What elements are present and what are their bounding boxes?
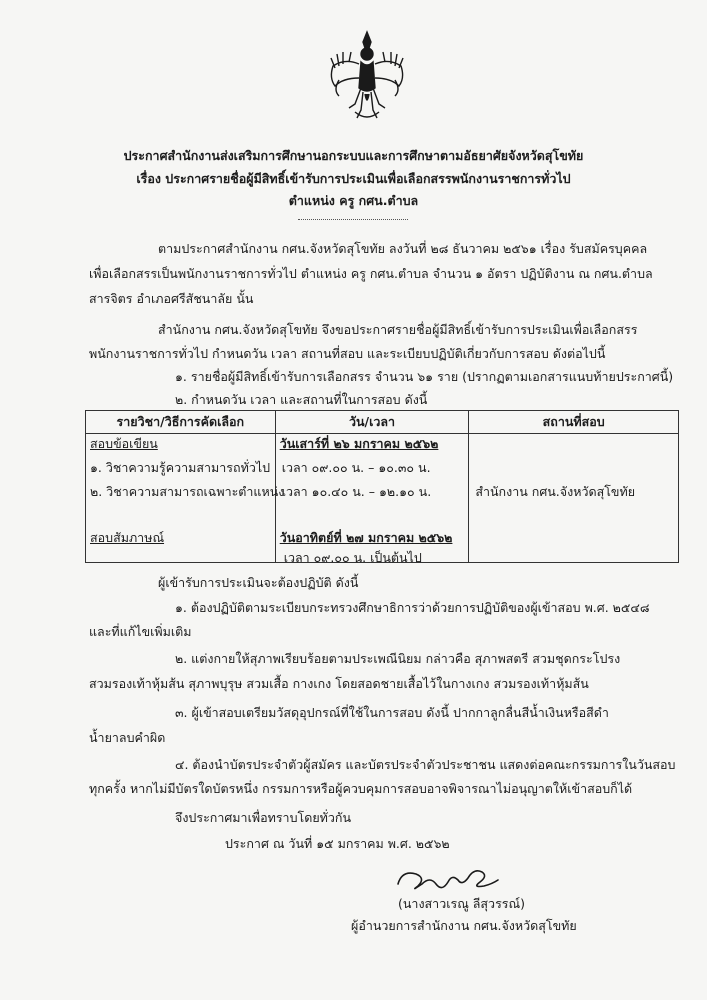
- column-header-datetime: วัน/เวลา: [275, 411, 469, 434]
- signer-name: (นางสาวเรณู ลีสุวรรณ์): [398, 896, 525, 911]
- item-2: ๒. กำหนดวัน เวลา และสถานที่ในการสอบ ดังนี้: [175, 392, 428, 407]
- announcement-position: ตำแหน่ง ครู กศน.ตำบล: [288, 193, 419, 208]
- subject-cell: [86, 434, 285, 563]
- exam-date-2: วันอาทิตย์ที่ ๒๗ มกราคม ๒๕๖๒: [279, 530, 453, 545]
- closing-statement: จึงประกาศมาเพื่อทราบโดยทั่วกัน: [175, 810, 352, 825]
- table-row: [86, 434, 679, 563]
- table-header-row: [86, 411, 679, 434]
- subject-general: ๑. วิชาความรู้ความสามารถทั่วไป: [90, 460, 271, 475]
- rule-1-line-2: และที่แก้ไขเพิ่มเติม: [89, 624, 192, 639]
- written-exam-label: สอบข้อเขียน: [90, 436, 158, 451]
- rules-intro: ผู้เข้ารับการประเมินจะต้องปฏิบัติ ดังนี้: [158, 575, 359, 590]
- rule-4-line-2: ทุกครั้ง หากไม่มีบัตรใดบัตรหนึ่ง กรรมการหรือผู้ควบคุมการสอบอาจพิจารณาไม่อนุญาตให้เข้าสอบก็ได้: [89, 781, 633, 796]
- exam-time-1: เวลา ๐๙.๐๐ น. – ๑๐.๓๐ น.: [281, 460, 431, 475]
- interview-label: สอบสัมภาษณ์: [90, 530, 165, 545]
- exam-time-2: เวลา ๑๐.๔๐ น. – ๑๒.๑๐ น.: [281, 484, 432, 499]
- paragraph-2-line-1: สำนักงาน กศน.จังหวัดสุโขทัย จึงขอประกาศรายชื่อผู้มีสิทธิ์เข้ารับการประเมินเพื่อเลือกสรร: [158, 322, 638, 337]
- paragraph-2-line-2: พนักงานราชการทั่วไป กำหนดวัน เวลา สถานที่สอบ และระเบียบปฏิบัติเกี่ยวกับการสอบ ดังต่อไปนี้: [89, 346, 606, 361]
- venue-cell: [469, 434, 679, 563]
- paragraph-1-line-2: เพื่อเลือกสรรเป็นพนักงานราชการทั่วไป ตำแหน่ง ครู กศน.ตำบล จำนวน ๑ อัตรา ปฏิบัติงาน ณ กศน.ตำบล: [89, 266, 653, 281]
- rule-3-line-1: ๓. ผู้เข้าสอบเตรียมวัสดุอุปกรณ์ที่ใช้ในการสอบ ดังนี้ ปากกาลูกลื่นสีน้ำเงินหรือสีดำ: [175, 705, 609, 720]
- announcement-title: ประกาศสำนักงานส่งเสริมการศึกษานอกระบบและการศึกษาตามอัธยาศัยจังหวัดสุโขทัย: [123, 148, 584, 163]
- rule-3-line-2: น้ำยาลบคำผิด: [89, 730, 166, 745]
- rule-4-line-1: ๔. ต้องนำบัตรประจำตัวผู้สมัคร และบัตรประจำตัวประชาชน แสดงต่อคณะกรรมการในวันสอบ: [175, 757, 676, 772]
- signer-position: ผู้อำนวยการสำนักงาน กศน.จังหวัดสุโขทัย: [351, 918, 577, 933]
- subject-specific: ๒. วิชาความสามารถเฉพาะตำแหน่ง: [90, 484, 285, 499]
- rule-2-line-1: ๒. แต่งกายให้สุภาพเรียบร้อยตามประเพณีนิยม กล่าวคือ สุภาพสตรี สวมชุดกระโปรง: [175, 651, 621, 666]
- announcement-subject: เรื่อง ประกาศรายชื่อผู้มีสิทธิ์เข้ารับการประเมินเพื่อเลือกสรรพนักงานราชการทั่วไป: [136, 171, 571, 186]
- paragraph-1-line-3: สารจิตร อำเภอศรีสัชนาลัย นั้น: [89, 291, 254, 306]
- exam-schedule-table: [85, 410, 679, 563]
- divider-dotted: [298, 219, 408, 220]
- column-header-subject: รายวิชา/วิธีการคัดเลือก: [86, 411, 276, 434]
- exam-time-3: เวลา ๐๙.๐๐ น. เป็นต้นไป: [283, 550, 422, 565]
- venue-text: สำนักงาน กศน.จังหวัดสุโขทัย: [475, 484, 636, 499]
- item-1: ๑. รายชื่อผู้มีสิทธิ์เข้ารับการเลือกสรร จำนวน ๖๑ ราย (ปรากฏตามเอกสารแนบท้ายประกาศนี้): [175, 369, 674, 384]
- handwritten-signature: [392, 862, 502, 896]
- exam-date-1: วันเสาร์ที่ ๒๖ มกราคม ๒๕๖๒: [279, 436, 439, 451]
- column-header-venue: สถานที่สอบ: [469, 411, 679, 434]
- rule-2-line-2: สวมรองเท้าหุ้มส้น สุภาพบุรุษ สวมเสื้อ กางเกง โดยสอดชายเสื้อไว้ในกางเกง สวมรองเท้าหุ้มส้น: [89, 676, 589, 691]
- announcement-date: ประกาศ ณ วันที่ ๑๕ มกราคม พ.ศ. ๒๕๖๒: [225, 836, 450, 851]
- datetime-cell: [275, 434, 469, 563]
- paragraph-1-line-1: ตามประกาศสำนักงาน กศน.จังหวัดสุโขทัย ลงวันที่ ๒๘ ธันวาคม ๒๕๖๑ เรื่อง รับสมัครบุคคล: [158, 241, 648, 256]
- rule-1-line-1: ๑. ต้องปฏิบัติตามระเบียบกระทรวงศึกษาธิการว่าด้วยการปฏิบัติของผู้เข้าสอบ พ.ศ. ๒๕๔๘: [175, 600, 650, 615]
- garuda-emblem-icon: [325, 28, 409, 124]
